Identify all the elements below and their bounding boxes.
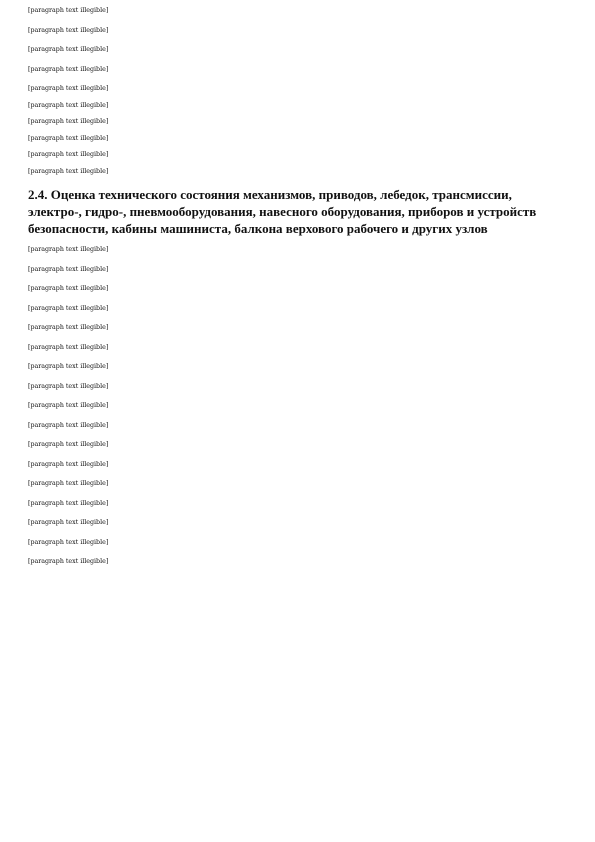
paragraph: [paragraph text illegible] [28, 65, 109, 73]
paragraph: [paragraph text illegible] [28, 304, 109, 312]
paragraph: [paragraph text illegible] [28, 460, 109, 468]
paragraph: [paragraph text illegible] [28, 382, 109, 390]
paragraph: [paragraph text illegible] [28, 324, 109, 331]
paragraph: [paragraph text illegible] [28, 101, 109, 109]
paragraph: [paragraph text illegible] [28, 558, 109, 565]
document-page [28, 6, 568, 577]
paragraph: [paragraph text illegible] [28, 480, 109, 487]
paragraph: [paragraph text illegible] [28, 421, 109, 429]
paragraph: [paragraph text illegible] [28, 118, 109, 125]
paragraph: [paragraph text illegible] [28, 167, 109, 175]
paragraph: [paragraph text illegible] [28, 85, 109, 92]
paragraph: [paragraph text illegible] [28, 151, 109, 158]
section-block [28, 245, 568, 568]
section-title: 2.4. Оценка технического состояния механизмов, приводов, лебедок, трансмиссии, электро-, гидро-, пневмооборудования, навесного оборудования, приборов и устройств безопасности, кабины машиниста, балкона верхового рабочего и других узлов [28, 187, 537, 236]
paragraph: [paragraph text illegible] [28, 538, 109, 546]
intro-block [28, 6, 568, 177]
paragraph: [paragraph text illegible] [28, 285, 109, 292]
paragraph: [paragraph text illegible] [28, 46, 109, 53]
paragraph: [paragraph text illegible] [28, 519, 109, 526]
paragraph: [paragraph text illegible] [28, 246, 109, 253]
paragraph: [paragraph text illegible] [28, 26, 109, 34]
paragraph: [paragraph text illegible] [28, 7, 109, 14]
paragraph: [paragraph text illegible] [28, 343, 109, 351]
paragraph: [paragraph text illegible] [28, 265, 109, 273]
paragraph: [paragraph text illegible] [28, 134, 109, 142]
paragraph: [paragraph text illegible] [28, 441, 109, 448]
paragraph: [paragraph text illegible] [28, 402, 109, 409]
paragraph: [paragraph text illegible] [28, 499, 109, 507]
paragraph: [paragraph text illegible] [28, 363, 109, 370]
